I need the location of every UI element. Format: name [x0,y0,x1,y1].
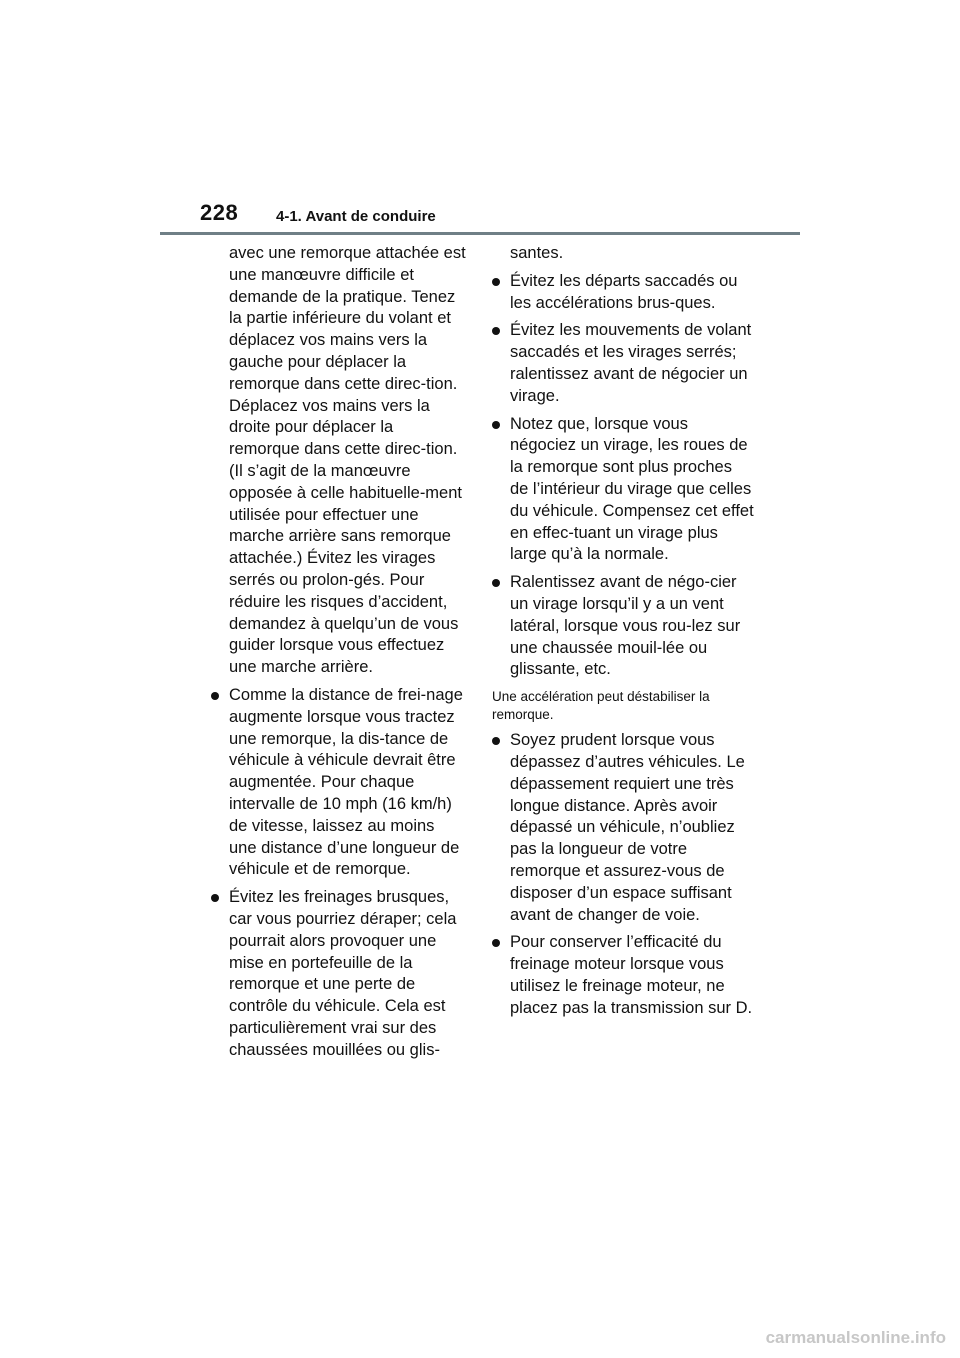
list-item [211,685,466,881]
list-item [492,572,754,681]
note-text: Une accélération peut déstabiliser la remorque. [492,689,710,723]
watermark: carmanualsonline.info [765,1328,946,1347]
list-item [492,730,754,926]
list-item [492,932,754,1019]
list-item [492,271,754,315]
bullet-icon [211,894,219,902]
bullet-icon [492,737,500,745]
list-item-text: Ralentissez avant de négo-cier un virage lorsqu’il y a un vent latéral, lorsque vous rou-lez sur une chaussée mouil-lée ou glissante, etc. [510,573,741,679]
left-column [211,243,466,1061]
list-item-text: Évitez les départs saccadés ou les accélérations brus-ques. [510,271,738,312]
bullet-icon [492,939,500,947]
bullet-icon [492,278,500,286]
list-item [211,887,466,1061]
continued-paragraph: santes. [510,244,564,262]
section-title: 4-1. Avant de conduire [276,208,436,225]
right-column [492,243,754,1020]
list-item-text: Évitez les mouvements de volant saccadés et les virages serrés; ralentissez avant de négocier un virage. [510,321,752,405]
bullet-icon [492,579,500,587]
list-item [492,414,754,567]
list-item-text: Soyez prudent lorsque vous dépassez d’autres véhicules. Le dépassement requiert une très longue distance. Après avoir dépassé un véhicule, n’oubliez pas la longueur de votre remorque et assurez-vous de disposer d’un espace suffisant avant de changer de voie. [510,731,745,924]
list-item-text: Évitez les freinages brusques, car vous pourriez déraper; cela pourrait alors provoquer une mise en portefeuille de la remorque et une perte de contrôle du véhicule. Cela est particulièrement vrai sur des chaussées mouillées ou glis- [229,888,457,1059]
continued-paragraph: avec une remorque attachée est une manœuvre difficile et demande de la pratique. Tenez la partie inférieure du volant et déplacez vos mains vers la gauche pour déplacer la remorque dans cette direc-tion. Déplacez vos mains vers la droite pour déplacer la remorque dans cette direc-tion. (Il s’agit de la manœuvre opposée à celle habituelle-ment utilisée pour effectuer une marche arrière sans remorque attachée.) Évitez les virages serrés ou prolon-gés. Pour réduire les risques d’accident, demandez à quelqu’un de vous guider lorsque vous effectuez une marche arrière. [229,244,466,677]
list-item-text: Notez que, lorsque vous négociez un virage, les roues de la remorque sont plus proches de l’intérieur du virage que celles du véhicule. Compensez cet effet en effec-tuant un virage plus large qu’à la normale. [510,414,754,564]
list-item-text: Comme la distance de frei-nage augmente lorsque vous tractez une remorque, la dis-tance de véhicule à véhicule devrait être augmentée. Pour chaque intervalle de 10 mph (16 km/h) de vitesse, laissez au moins une distance d’une longueur de véhicule et de remorque. [229,685,463,879]
page-number: 228 [200,200,239,225]
bullet-icon [211,692,219,700]
list-item-text: Pour conserver l’efficacité du freinage moteur lorsque vous utilisez le freinage moteur, ne placez pas la transmission sur D. [510,933,753,1017]
bullet-icon [492,327,500,335]
bullet-icon [492,421,500,429]
list-item [492,320,754,407]
header-divider [160,232,800,235]
